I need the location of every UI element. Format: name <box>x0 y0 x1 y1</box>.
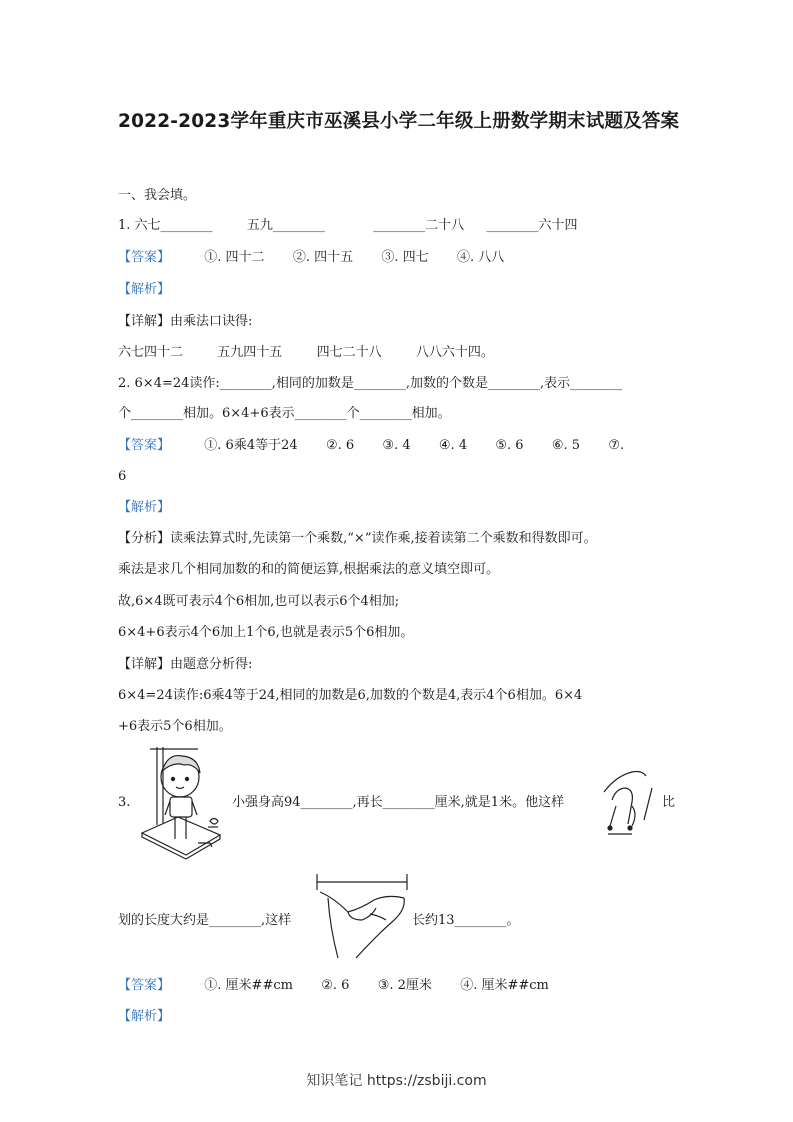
detail-text: 由题意分析得: <box>170 657 253 672</box>
answer-item: ④. 八八 <box>456 250 505 265</box>
detail-1 <box>118 312 252 332</box>
answer-item: ①. 厘米##cm <box>204 978 293 993</box>
analysis-2-line4: 6×4+6表示4个6加上1个6,也就是表示5个6相加。 <box>118 625 414 640</box>
answer-item: ⑥. 5 <box>551 438 581 453</box>
answer-item: ⑤. 6 <box>495 438 524 453</box>
blank-item: 六七________ <box>134 218 213 233</box>
answer-item: ②. 6 <box>321 978 350 993</box>
answer-item: ④. 厘米##cm <box>460 978 549 993</box>
detail-text: 由乘法口诀得: <box>170 314 253 329</box>
detail-tag: 【详解】 <box>118 657 171 672</box>
detail-tag: 【详解】 <box>118 314 171 329</box>
question-3-text1-end: 比 <box>662 795 676 810</box>
question-3-text2: 划的长度大约是________,这样 <box>118 913 292 928</box>
two-finger-gesture-illustration <box>598 766 660 838</box>
question-2-line2: 个________相加。6×4+6表示________个________相加。 <box>118 406 451 421</box>
analysis-tag: 【解析】 <box>118 282 171 297</box>
question-3-number: 3. <box>118 795 131 810</box>
detail-item: 四七二十八 <box>316 345 382 360</box>
detail-item: 五九四十五 <box>217 345 283 360</box>
question-3-text2-end: 长约13________。 <box>412 913 520 928</box>
answer-2 <box>118 436 624 456</box>
detail-2 <box>118 655 252 675</box>
detail-2-line2: +6表示5个6相加。 <box>118 719 232 734</box>
analysis-2-line1 <box>118 529 597 549</box>
answer-tag: 【答案】 <box>118 438 171 453</box>
answer-3 <box>118 976 549 996</box>
question-2-line1: 2. 6×4=24读作:________,相同的加数是________,加数的个数是________,表示________ <box>118 376 623 391</box>
analysis-tag: 【解析】 <box>118 1009 171 1024</box>
analysis-2-line2: 乘法是求几个相同加数的和的简便运算,根据乘法的意义填空即可。 <box>118 562 500 577</box>
answer-tag: 【答案】 <box>118 978 171 993</box>
hand-span-illustration <box>314 868 410 960</box>
answer-item: ①. 四十二 <box>204 250 265 265</box>
answer-1 <box>118 248 504 268</box>
boy-height-measure-illustration <box>138 745 228 860</box>
answer-item: ②. 6 <box>325 438 355 453</box>
answer-item: ③. 2厘米 <box>377 978 432 993</box>
answer-2-wrap: 6 <box>118 469 127 484</box>
blank-item: ________六十四 <box>486 218 578 233</box>
answer-item: ①. 6乘4等于24 <box>204 438 298 453</box>
blank-item: 五九________ <box>246 218 325 233</box>
section-heading: 一、我会填。 <box>118 188 197 203</box>
analysis-label: 【分析】 <box>118 531 171 546</box>
page-title: 2022-2023学年重庆市巫溪县小学二年级上册数学期末试题及答案 <box>118 111 680 132</box>
question-3-text1: 小强身高94________,再长________厘米,就是1米。他这样 <box>232 795 565 810</box>
detail-1-items <box>118 343 494 363</box>
answer-item: ④. 4 <box>438 438 468 453</box>
answer-tag: 【答案】 <box>118 250 171 265</box>
answer-item: ⑦. <box>608 438 625 453</box>
answer-item: ②. 四十五 <box>292 250 354 265</box>
detail-2-line1: 6×4=24读作:6乘4等于24,相同的加数是6,加数的个数是4,表示4个6相加。6×4 <box>118 688 583 703</box>
detail-item: 八八六十四。 <box>415 345 494 360</box>
page-footer: 知识笔记 https://zsbiji.com <box>306 1073 487 1089</box>
analysis-text: 读乘法算式时,先读第一个乘数,“×”读作乘,接着读第二个乘数和得数即可。 <box>170 531 597 546</box>
answer-item: ③. 4 <box>382 438 411 453</box>
question-number: 1. <box>118 218 131 233</box>
detail-item: 六七四十二 <box>118 345 184 360</box>
question-1 <box>118 216 577 236</box>
analysis-tag: 【解析】 <box>118 500 171 515</box>
answer-item: ③. 四七 <box>381 250 429 265</box>
analysis-2-line3: 故,6×4既可表示4个6相加,也可以表示6个4相加; <box>118 594 400 609</box>
blank-item: ________二十八 <box>373 218 465 233</box>
